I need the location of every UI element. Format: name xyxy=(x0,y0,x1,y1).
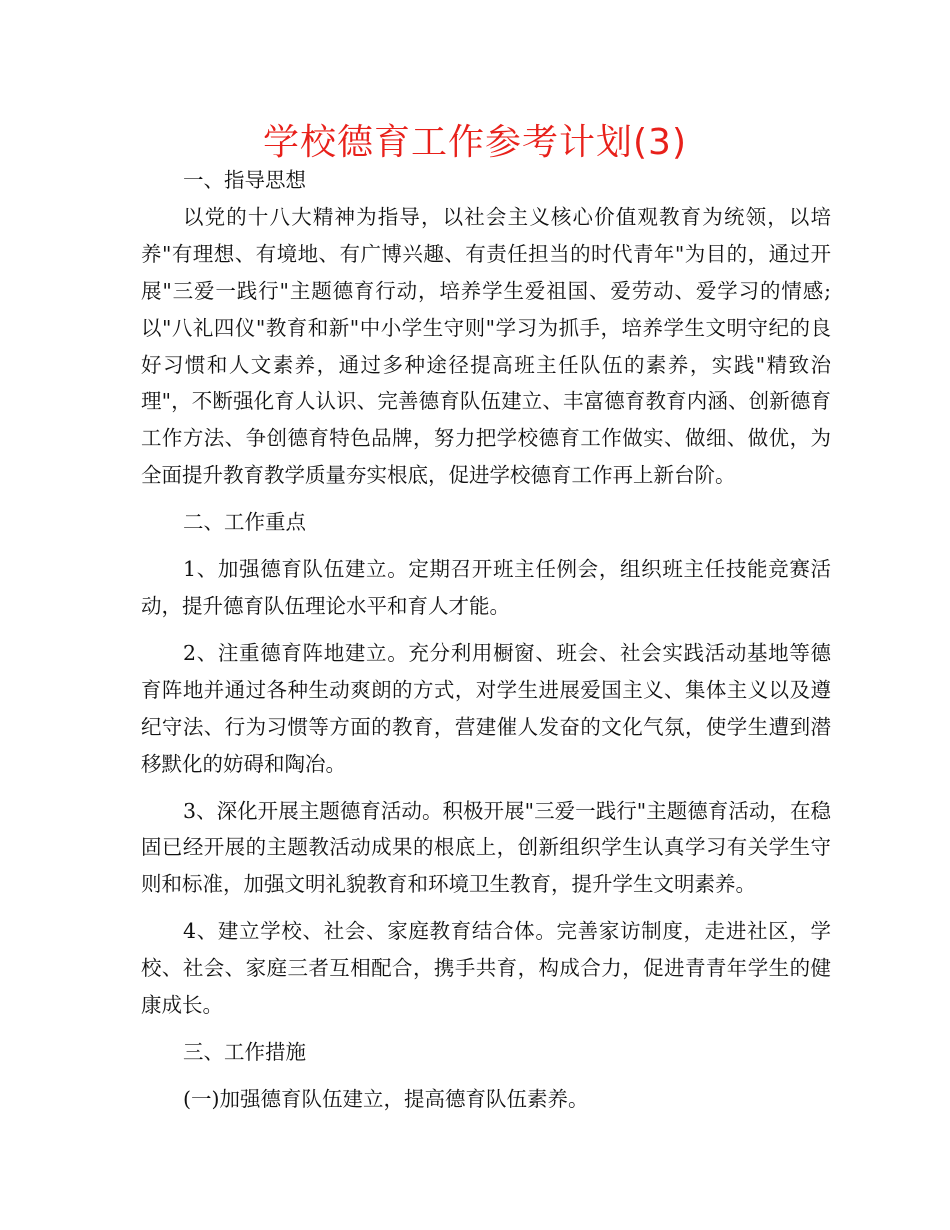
section-heading-focus: 二、工作重点 xyxy=(183,510,306,535)
measures-subheading: (一)加强德育队伍建立，提高德育队伍素养。 xyxy=(183,1086,589,1111)
focus-item-1: 1、加强德育队伍建立。定期召开班主任例会，组织班主任技能竞赛活动，提升德育队伍理论水平和育人才能。 xyxy=(141,557,831,618)
section-heading-measures: 三、工作措施 xyxy=(183,1039,306,1064)
document-body xyxy=(141,162,831,1118)
document-title: 学校德育工作参考计划(3) xyxy=(263,122,687,163)
focus-item-4: 4、建立学校、社会、家庭教育结合体。完善家访制度，走进社区，学校、社会、家庭三者互相配合，携手共育，构成合力，促进青青年学生的健康成长。 xyxy=(141,919,831,1018)
section-heading-guiding: 一、指导思想 xyxy=(183,168,306,192)
guiding-paragraph: 以党的十八大精神为指导，以社会主义核心价值观教育为统领，以培养"有理想、有境地、有广博兴趣、有责任担当的时代青年"为目的，通过开展"三爱一践行"主题德育行动，培养学生爱祖国、爱劳动、爱学习的情感;以"八礼四仪"教育和新"中小学生守则"学习为抓手，培养学生文明守纪的良好习惯和人文素养，通过多种途径提高班主任队伍的素养，实践"精致治理"，不断强化育人认识、完善德育队伍建立、丰富德育教育内涵、创新德育工作方法、争创德育特色品牌，努力把学校德育工作做实、做细、做优，为全面提升教育教学质量夯实根底，促进学校德育工作再上新台阶。 xyxy=(141,204,831,488)
focus-item-2: 2、注重德育阵地建立。充分利用橱窗、班会、社会实践活动基地等德育阵地并通过各种生动爽朗的方式，对学生进展爱国主义、集体主义以及遵纪守法、行为习惯等方面的教育，营建催人发奋的文化气氛，使学生遭到潜移默化的妨碍和陶冶。 xyxy=(141,640,831,776)
focus-item-3: 3、深化开展主题德育活动。积极开展"三爱一践行"主题德育活动，在稳固已经开展的主题教活动成果的根底上，创新组织学生认真学习有关学生守则和标准，加强文明礼貌教育和环境卫生教育，提升学生文明素养。 xyxy=(141,798,831,897)
